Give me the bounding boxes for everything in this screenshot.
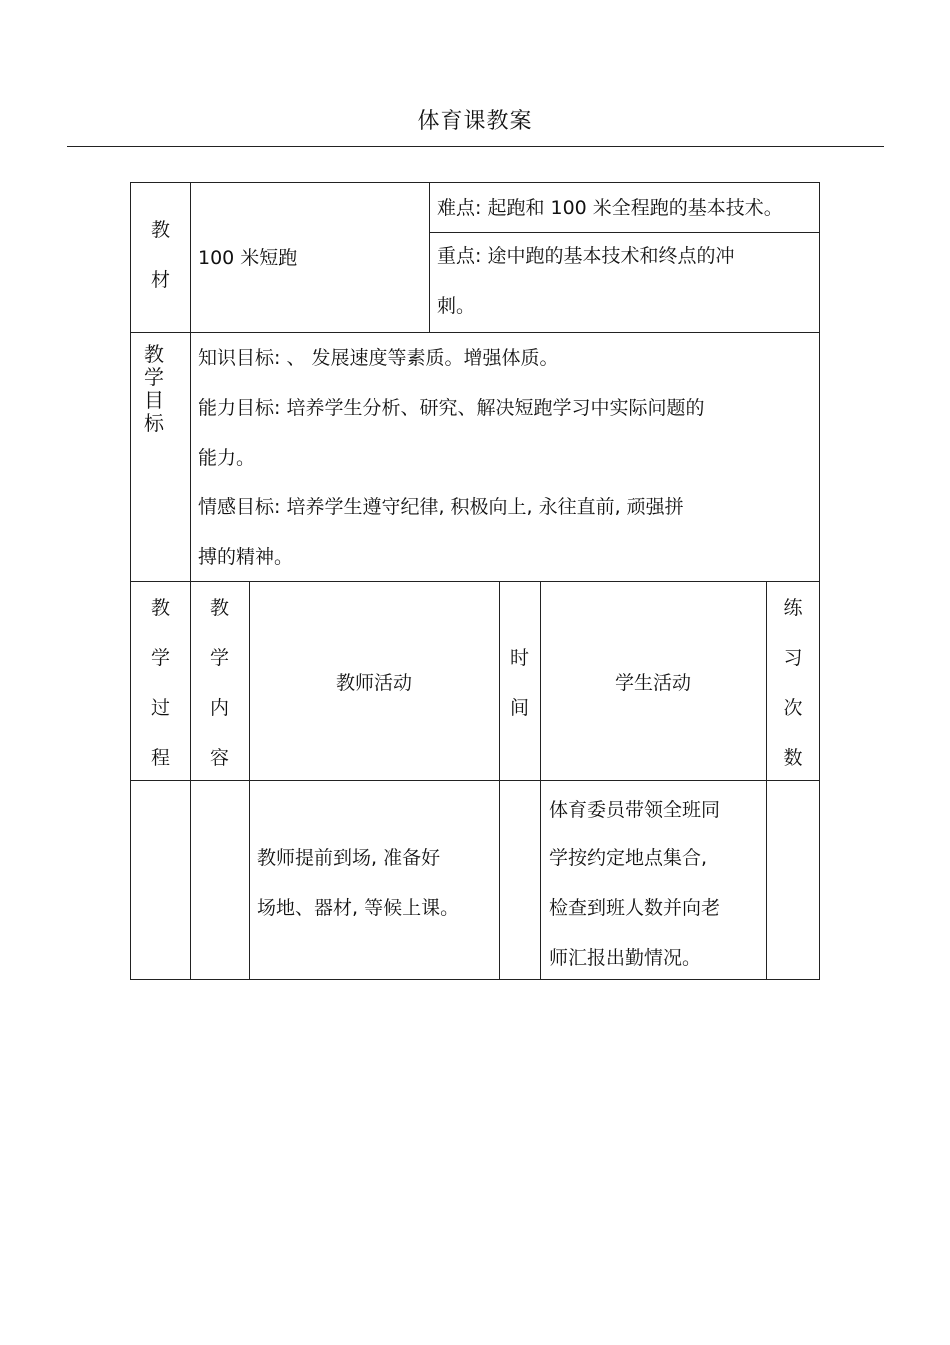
student-activity-line: 学按约定地点集合, [549, 847, 708, 869]
practice-count-header [766, 583, 820, 783]
time-header [499, 633, 540, 733]
label-char: 目 [144, 388, 164, 412]
student-activity-header: 学生活动 [614, 672, 691, 694]
column-divider [249, 581, 250, 980]
header-char: 教 [150, 597, 170, 619]
objectives-label [131, 343, 177, 435]
key-point-line: 刺。 [437, 295, 476, 317]
ability-objective-line: 能力目标: 培养学生分析、研究、解决短跑学习中实际问题的 [198, 397, 705, 419]
header-char: 过 [150, 697, 170, 719]
label-char: 标 [144, 411, 164, 435]
knowledge-objective: 知识目标: 、 发展速度等素质。增强体质。 [198, 347, 559, 369]
label-char: 学 [144, 365, 164, 389]
key-point-line: 重点: 途中跑的基本技术和终点的冲 [437, 245, 735, 267]
student-activity-line: 检查到班人数并向老 [549, 897, 721, 919]
label-char: 材 [150, 269, 170, 291]
header-char: 练 [783, 597, 803, 619]
header-char: 容 [209, 747, 229, 769]
difficulty-text: 难点: 起跑和 100 米全程跑的基本技术。 [437, 197, 783, 219]
label-char: 教 [144, 342, 164, 366]
header-char: 学 [209, 647, 229, 669]
title-divider [67, 146, 884, 147]
student-activity-line: 体育委员带领全班同 [549, 799, 721, 821]
teacher-activity-line: 教师提前到场, 准备好 [257, 847, 441, 869]
column-divider [540, 581, 541, 980]
header-char: 次 [783, 697, 803, 719]
process-header [131, 583, 190, 783]
header-char: 时 [509, 647, 529, 669]
label-char: 教 [150, 219, 170, 241]
header-char: 内 [209, 697, 229, 719]
document-title: 体育课教案 [417, 109, 533, 134]
header-char: 习 [783, 647, 803, 669]
teacher-activity-line: 场地、器材, 等候上课。 [257, 897, 460, 919]
header-char: 数 [783, 747, 803, 769]
emotion-objective-line: 情感目标: 培养学生遵守纪律, 积极向上, 永往直前, 顽强拼 [198, 496, 684, 518]
column-divider [429, 183, 430, 333]
content-header [190, 583, 249, 783]
header-char: 程 [150, 747, 170, 769]
teacher-activity-header: 教师活动 [335, 672, 412, 694]
lesson-plan-table [130, 182, 820, 980]
row-divider [429, 232, 820, 233]
header-char: 学 [150, 647, 170, 669]
column-divider [190, 183, 191, 980]
material-content: 100 米短跑 [198, 247, 298, 269]
material-label [131, 205, 190, 305]
row-divider [131, 581, 820, 582]
ability-objective-line: 能力。 [198, 447, 256, 469]
header-char: 教 [209, 597, 229, 619]
student-activity-line: 师汇报出勤情况。 [549, 947, 702, 969]
row-divider [131, 332, 820, 333]
emotion-objective-line: 搏的精神。 [198, 546, 294, 568]
header-char: 间 [509, 697, 529, 719]
